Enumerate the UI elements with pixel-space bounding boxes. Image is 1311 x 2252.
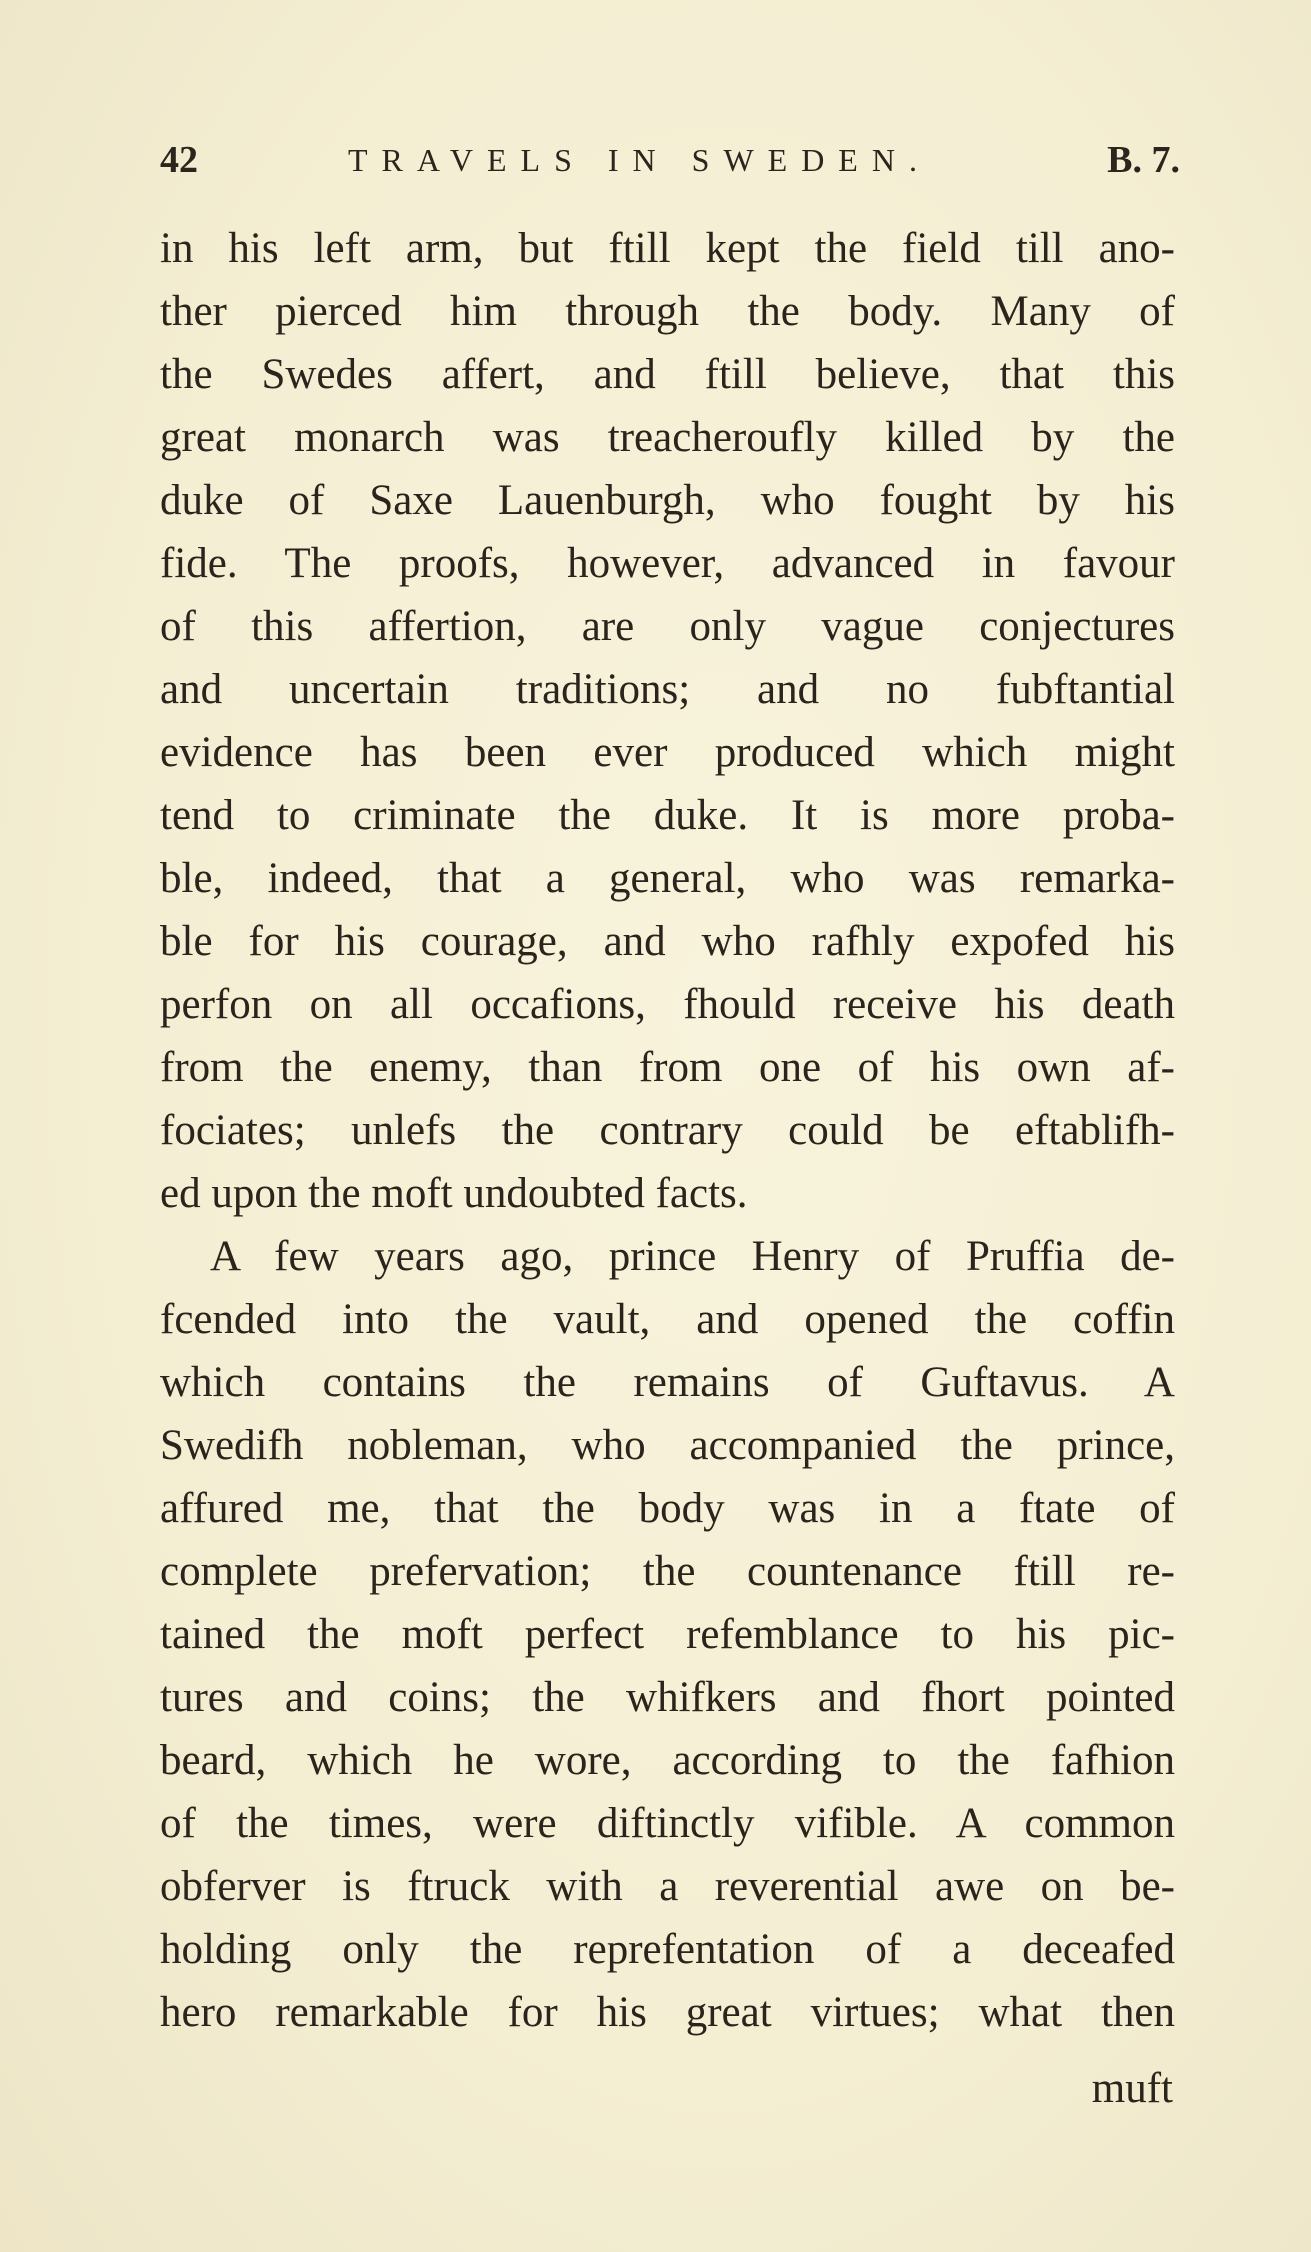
- text-line: ble for his courage, and who rafhly expofed his: [160, 918, 1175, 965]
- text-line: obferver is ftruck with a reverential awe on be-: [160, 1863, 1175, 1910]
- body-text: [160, 217, 1175, 2044]
- paragraph-start-line: A few years ago, prince Henry of Pruffia de-: [210, 1233, 1175, 1280]
- text-line: from the enemy, than from one of his own af-: [160, 1044, 1175, 1091]
- text-line: ther pierced him through the body. Many of: [160, 288, 1175, 335]
- text-line: fide. The proofs, however, advanced in favour: [160, 540, 1175, 587]
- text-line: ble, indeed, that a general, who was remarka-: [160, 855, 1175, 902]
- catchword: muft: [1091, 2065, 1173, 2112]
- text-line: which contains the remains of Guftavus. A: [160, 1359, 1175, 1406]
- text-line: hero remarkable for his great virtues; what then: [160, 1989, 1175, 2036]
- text-line: perfon on all occafions, fhould receive his death: [160, 981, 1175, 1028]
- text-line: of the times, were diftinctly vifible. A common: [160, 1800, 1175, 1847]
- text-line: in his left arm, but ftill kept the field till ano-: [160, 225, 1175, 272]
- text-line: tend to criminate the duke. It is more proba-: [160, 792, 1175, 839]
- text-line: tained the moft perfect refemblance to his pic-: [160, 1611, 1175, 1658]
- text-line: holding only the reprefentation of a deceafed: [160, 1926, 1175, 1973]
- text-line: the Swedes affert, and ftill believe, that this: [160, 351, 1175, 398]
- text-line: great monarch was treacheroufly killed by the: [160, 414, 1175, 461]
- text-line: beard, which he wore, according to the fafhion: [160, 1737, 1175, 1784]
- book-number: B. 7.: [1107, 139, 1180, 181]
- text-line: affured me, that the body was in a ftate of: [160, 1485, 1175, 1532]
- paragraph-end-line: ed upon the moft undoubted facts.: [160, 1170, 748, 1217]
- running-header: [160, 130, 1180, 190]
- text-line: of this affertion, are only vague conjectures: [160, 603, 1175, 650]
- text-line: fcended into the vault, and opened the coffin: [160, 1296, 1175, 1343]
- text-line: evidence has been ever produced which might: [160, 729, 1175, 776]
- running-title: TRAVELS IN SWEDEN.: [348, 142, 931, 178]
- text-line: duke of Saxe Lauenburgh, who fought by his: [160, 477, 1175, 524]
- text-line: fociates; unlefs the contrary could be eftablifh-: [160, 1107, 1175, 1154]
- text-line: and uncertain traditions; and no fubftantial: [160, 666, 1175, 713]
- text-line: tures and coins; the whifkers and fhort pointed: [160, 1674, 1175, 1721]
- text-line: complete prefervation; the countenance ftill re-: [160, 1548, 1175, 1595]
- text-line: Swedifh nobleman, who accompanied the prince,: [160, 1422, 1175, 1469]
- page-number: 42: [160, 139, 198, 181]
